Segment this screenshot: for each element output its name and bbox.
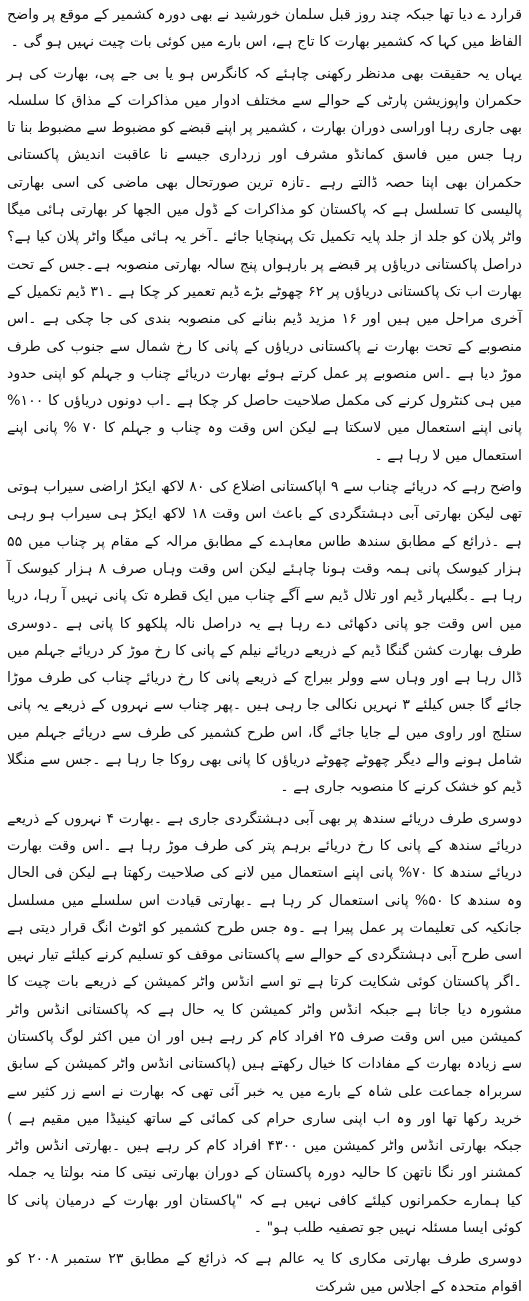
paragraph-5: دوسری طرف بھارتی مکاری کا یہ عالم ہے کہ ذرائع کے مطابق ۲۳ ستمبر ۲۰۰۸ کو اقوام متحدہ کے اجلاس میں شرکت	[7, 1251, 522, 1295]
paragraph-1: قرارد ے دیا تھا جبکہ چند روز قبل سلمان خورشید نے بھی دورہ کشمیر کے موقع پر واضح الفاظ میں کہا کہ کشمیر بھارت کا تاج ہے، اس بارے میں کوئی بات چیت نہیں ہو گی ۔	[7, 7, 522, 51]
paragraph-4: دوسری طرف دریائے سندھ پر بھی آبی دہشتگردی جاری ہے ۔بھارت ۴ نہروں کے ذریعے دریائے سندھ کے پانی کا رخ دریائے برہم پتر کی طرف موڑ رہا ہے ۔اس وقت بھارت دریائے سندھ کا ۷۰% پانی اپنے استعمال میں لانے کی صلاحیت رکھتا ہے لیکن فی الحال وہ سندھ کا ۵۰% پانی استعمال کر رہا ہے ۔بھارتی قیادت اس سلسلے میں مسلسل جانکیہ کی تعلیمات پر عمل پیرا ہے ۔وہ جس طرح کشمیر کو اٹوٹ انگ قرار دیتی ہے اسی طرح آبی دہشتگردی کے حوالے سے پاکستانی موقف کو تسلیم کرنے کیلئے تیار نہیں ۔اگر پاکستان کوئی شکایت کرتا ہے تو اسے انڈس واٹر کمیشن کے ذریعے بات چیت کا مشورہ دیا جاتا ہے جبکہ انڈس واٹر کمیشن کا یہ حال ہے کہ پاکستانی انڈس واٹر کمیشن میں اس وقت صرف ۲۵ افراد کام کر رہے ہیں اور ان میں اکثر لوگ پاکستان سے زیادہ بھارت کے مفادات کا خیال رکھتے ہیں (پاکستانی انڈس واٹر کمیشن کے سابق سربراہ جماعت علی شاہ کے بارے میں یہ خبر آئی تھی کہ بھارت نے اسے زر کثیر سے خرید رکھا تھا اور وہ اب اپنی ساری حرام کی کمائی کے ساتھ کینیڈا میں مقیم ہے ) جبکہ بھارتی انڈس واٹر کمیشن میں ۴۳۰۰ افراد کام کر رہے ہیں ۔بھارتی انڈس واٹر کمشنر اور نگا ناتھن کا حالیہ دورہ پاکستان کے دوران بھارتی نیتی کا منہ بولتا یہ جملہ کیا ہمارے حکمرانوں کیلئے کافی نہیں ہے کہ "پاکستان اور بھارت کے درمیان پانی کا کوئی ایسا مسئلہ نہیں جو تصفیہ طلب ہو" ۔	[7, 810, 522, 1237]
paragraph-2: یہاں یہ حقیقت بھی مدنظر رکھنی چاہئے کہ کانگرس ہو یا بی جے پی، بھارت کی ہر حکمران واپوزیشن پارٹی کے حوالے سے مختلف ادوار میں مذاکرات کے مذاق کا سلسلہ بھی جاری رہا اوراسی دوران بھارت ، کشمیر پر اپنے قبضے کو مضبوط سے مضبوط بنا تا رہا جس میں فاسق کمانڈو مشرف اور زرداری جیسے نا عاقبت اندیش پاکستانی حکمران بھی اپنا حصہ ڈالتے رہے ۔تازہ ترین صورتحال بھی ماضی کی اسی بھارتی پالیسی کا تسلسل ہے کہ پاکستان کو مذاکرات کے ڈول میں الجھا کر بھارتی ہائی میگا واٹر پلان کو جلد از جلد پایہ تکمیل تک پہنچایا جائے ۔آخر یہ ہائی میگا واٹر پلان کیا ہے؟ دراصل پاکستانی دریاؤں پر قبضے پر بارہواں پنج سالہ بھارتی منصوبہ ہے۔جس کے تحت بھارت اب تک پاکستانی دریاؤں پر ۶۲ چھوٹے بڑے ڈیم تعمیر کر چکا ہے ۔۳۱ ڈیم تکمیل کے آخری مراحل میں ہیں اور ۱۶ مزید ڈیم بنانے کی منصوبہ بندی کی جا چکی ہے ۔اس منصوبے کے تحت بھارت نے پاکستانی دریاؤں کے پانی کا رخ شمال سے جنوب کی طرف موڑ دیا ہے ۔اس منصوبے پر عمل کرتے ہوئے بھارت دریائے چناب و جہلم کو اپنی حدود میں ہی کنٹرول کرنے کی مکمل صلاحیت حاصل کر چکا ہے ۔اب دونوں دریاؤں کا ۱۰۰% پانی اپنے استعمال میں لاسکتا ہے لیکن اس وقت وہ چناب و جہلم کا ۷۰ % پانی اپنے استعمال میں لا رہا ہے ۔	[7, 65, 522, 464]
article-body	[7, 0, 522, 1301]
paragraph-3: واضح رہے کہ دریائے چناب سے ۹ اپاکستانی اضلاع کی ۸۰ لاکھ ایکڑ اراضی سیراب ہوتی تھی لیکن بھارتی آبی دہشتگردی کے باعث اس وقت ۱۸ لاکھ ایکڑ ہی سیراب ہو رہی ہے ۔ذرائع کے مطابق سندھ طاس معاہدے کے مطابق مرالہ کے مقام پر چناب میں ۵۵ ہزار کیوسک پانی ہمہ وقت ہونا چاہئے لیکن اس وقت وہاں صرف ۸ ہزار کیوسک آ رہا ہے ۔بگلیہار ڈیم اور تلال ڈیم سے آگے چناب میں ایک قطرہ تک پانی نہیں آ رہا، دریا میں اس وقت جو پانی دکھائی دے رہا ہے یہ دراصل نالہ پلکھو کا پانی ہے ۔دوسری طرف بھارت کشن گنگا ڈیم کے ذریعے دریائے نیلم کے پانی کا رخ موڑ کر دریائے جہلم میں ڈال رہا ہے اور وہاں سے وولر بیراج کے ذریعے پانی کا رخ دریائے چناب کی طرف موڑا جائے گا جس کیلئے ۳ نہریں نکالی جا رہی ہیں ۔پھر چناب سے نہروں کے ذریعے یہ پانی ستلج اور راوی میں لے جایا جائے گا، اس طرح کشمیر کی طرف سے دریائے جہلم میں شامل ہونے والے دیگر چھوٹے چھوٹے دریاؤں کا پانی بھی روکا جا رہا ہے ۔جس سے منگلا ڈیم کو خشک کرنے کا منصوبہ جاری ہے ۔	[7, 479, 522, 796]
